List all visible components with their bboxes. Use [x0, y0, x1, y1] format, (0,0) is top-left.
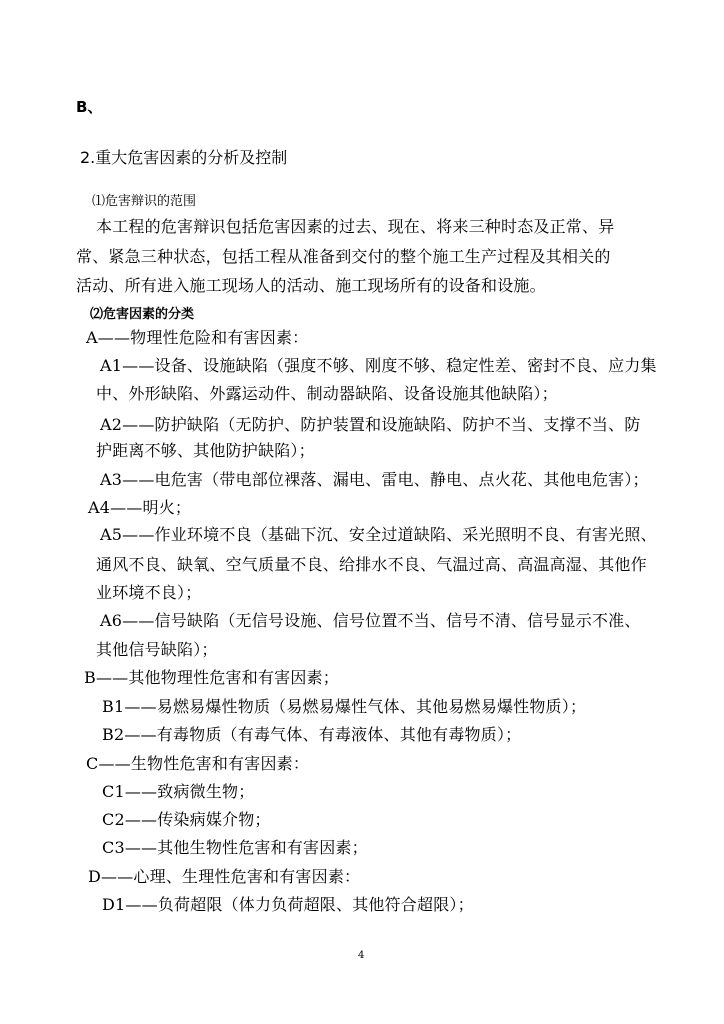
item-c2: C2——传染病媒介物；: [102, 810, 271, 829]
paragraph-line: 活动、所有进入施工现场人的活动、施工现场所有的设备和设施。: [76, 276, 546, 295]
item-a5-cont2: 业环境不良）；: [96, 583, 202, 602]
category-c: C——生物性危害和有害因素：: [86, 754, 310, 773]
category-a: A——物理性危险和有害因素：: [86, 328, 309, 347]
item-a6: A6——信号缺陷（无信号设施、信号位置不当、信号不清、信号显示不准、: [100, 611, 641, 630]
paragraph-line: 本工程的危害辩识包括危害因素的过去、现在、将来三种时态及正常、异: [96, 217, 615, 236]
item-a2-cont: 护距离不够、其他防护缺陷）；: [96, 441, 315, 460]
item-b1: B1——易燃易爆性物质（易燃易爆性气体、其他易燃易爆性物质）；: [102, 697, 587, 716]
item-a6-cont: 其他信号缺陷）；: [96, 640, 218, 659]
section-heading: 2.重大危害因素的分析及控制: [80, 148, 288, 167]
item-a1: A1——设备、设施缺陷（强度不够、刚度不够、稳定性差、密封不良、应力集: [100, 356, 657, 375]
item-a5: A5——作业环境不良（基础下沉、安全过道缺陷、采光照明不良、有害光照、: [100, 525, 657, 544]
category-d: D——心理、生理性危害和有害因素：: [88, 867, 361, 886]
item-a1-cont: 中、外形缺陷、外露运动件、制动器缺陷、设备设施其他缺陷）；: [96, 384, 558, 403]
subheading-scope: ⑴危害辩识的范围: [92, 194, 197, 209]
paragraph-line: 常、紧急三种状态，包括工程从准备到交付的整个施工生产过程及其相关的: [76, 247, 611, 266]
subheading-classification: ⑵危害因素的分类: [90, 307, 195, 322]
item-d1: D1——负荷超限（体力负荷超限、其他符合超限）；: [102, 895, 474, 914]
page-number: 4: [358, 950, 365, 961]
category-b: B——其他物理性危害和有害因素；: [84, 668, 339, 687]
item-b2: B2——有毒物质（有毒气体、有毒液体、其他有毒物质）；: [102, 725, 522, 744]
section-label: B、: [76, 98, 103, 116]
item-c1: C1——致病微生物；: [102, 782, 255, 801]
item-a5-cont: 通风不良、缺氧、空气质量不良、给排水不良、气温过高、高温高湿、其他作: [96, 555, 647, 574]
item-a4: A4——明火；: [88, 498, 192, 517]
item-a2: A2——防护缺陷（无防护、防护装置和设施缺陷、防护不当、支撑不当、防: [100, 415, 641, 434]
item-c3: C3——其他生物性危害和有害因素；: [102, 838, 368, 857]
item-a3: A3——电危害（带电部位裸落、漏电、雷电、静电、点火花、其他电危害）；: [100, 470, 649, 489]
